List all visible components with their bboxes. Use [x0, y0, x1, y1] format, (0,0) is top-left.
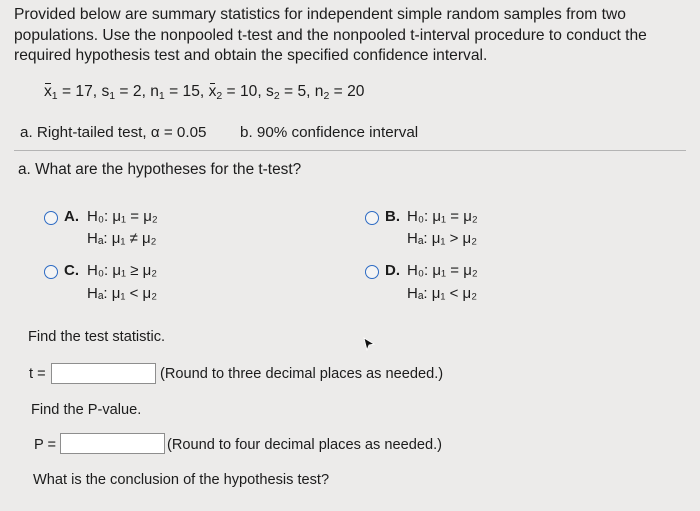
option-a-letter: A.	[64, 208, 79, 225]
option-d-letter: D.	[385, 262, 400, 279]
part-b-label: b. 90% confidence interval	[240, 124, 419, 141]
test-statistic-prompt: Find the test statistic.	[28, 329, 166, 345]
summary-statistics: $x_1 = 17$, $s_1 = 2$, $n_1 = 15$, $x_2 = 10$, $s_2 = 5$, $n_2 = 20$	[44, 83, 365, 102]
option-c-ha: Hₐ: μ₁ < μ₂	[87, 285, 158, 302]
t-statistic-input[interactable]	[51, 363, 156, 384]
conclusion-question: What is the conclusion of the hypothesis test?	[33, 472, 330, 488]
option-b-letter: B.	[385, 208, 400, 225]
p-value-prompt: Find the P-value.	[31, 402, 142, 418]
option-c-h0: H₀: μ₁ ≥ μ₂	[87, 262, 158, 279]
section-divider	[14, 150, 686, 151]
t-rounding-hint: (Round to three decimal places as needed.)	[160, 366, 444, 382]
p-label: P =	[34, 437, 57, 453]
p-value-input[interactable]	[60, 433, 165, 454]
option-b-ha: Hₐ: μ₁ > μ₂	[407, 230, 478, 247]
hypotheses-question: a. What are the hypotheses for the t-test?	[18, 161, 302, 178]
mouse-cursor-icon	[362, 337, 376, 351]
p-rounding-hint: (Round to four decimal places as needed.)	[167, 437, 443, 453]
option-d-h0: H₀: μ₁ = μ₂	[407, 262, 478, 279]
option-d-radio[interactable]	[365, 265, 379, 279]
option-d-ha: Hₐ: μ₁ < μ₂	[407, 285, 478, 302]
option-a-ha: Hₐ: μ₁ ≠ μ₂	[87, 230, 157, 247]
option-c-radio[interactable]	[44, 265, 58, 279]
option-b-radio[interactable]	[365, 211, 379, 225]
t-label: t =	[29, 366, 46, 382]
part-a-label: a. Right-tailed test, α = 0.05	[20, 124, 207, 141]
problem-intro: Provided below are summary statistics for independent simple random samples from two populations. Use the nonpooled t-test and the nonpooled t-interval procedure to conduct the required hypothesis test and obtain the specified confidence interval.	[14, 6, 647, 64]
option-b-h0: H₀: μ₁ = μ₂	[407, 208, 478, 225]
option-a-radio[interactable]	[44, 211, 58, 225]
option-c-letter: C.	[64, 262, 79, 279]
option-a-h0: H₀: μ₁ = μ₂	[87, 208, 158, 225]
